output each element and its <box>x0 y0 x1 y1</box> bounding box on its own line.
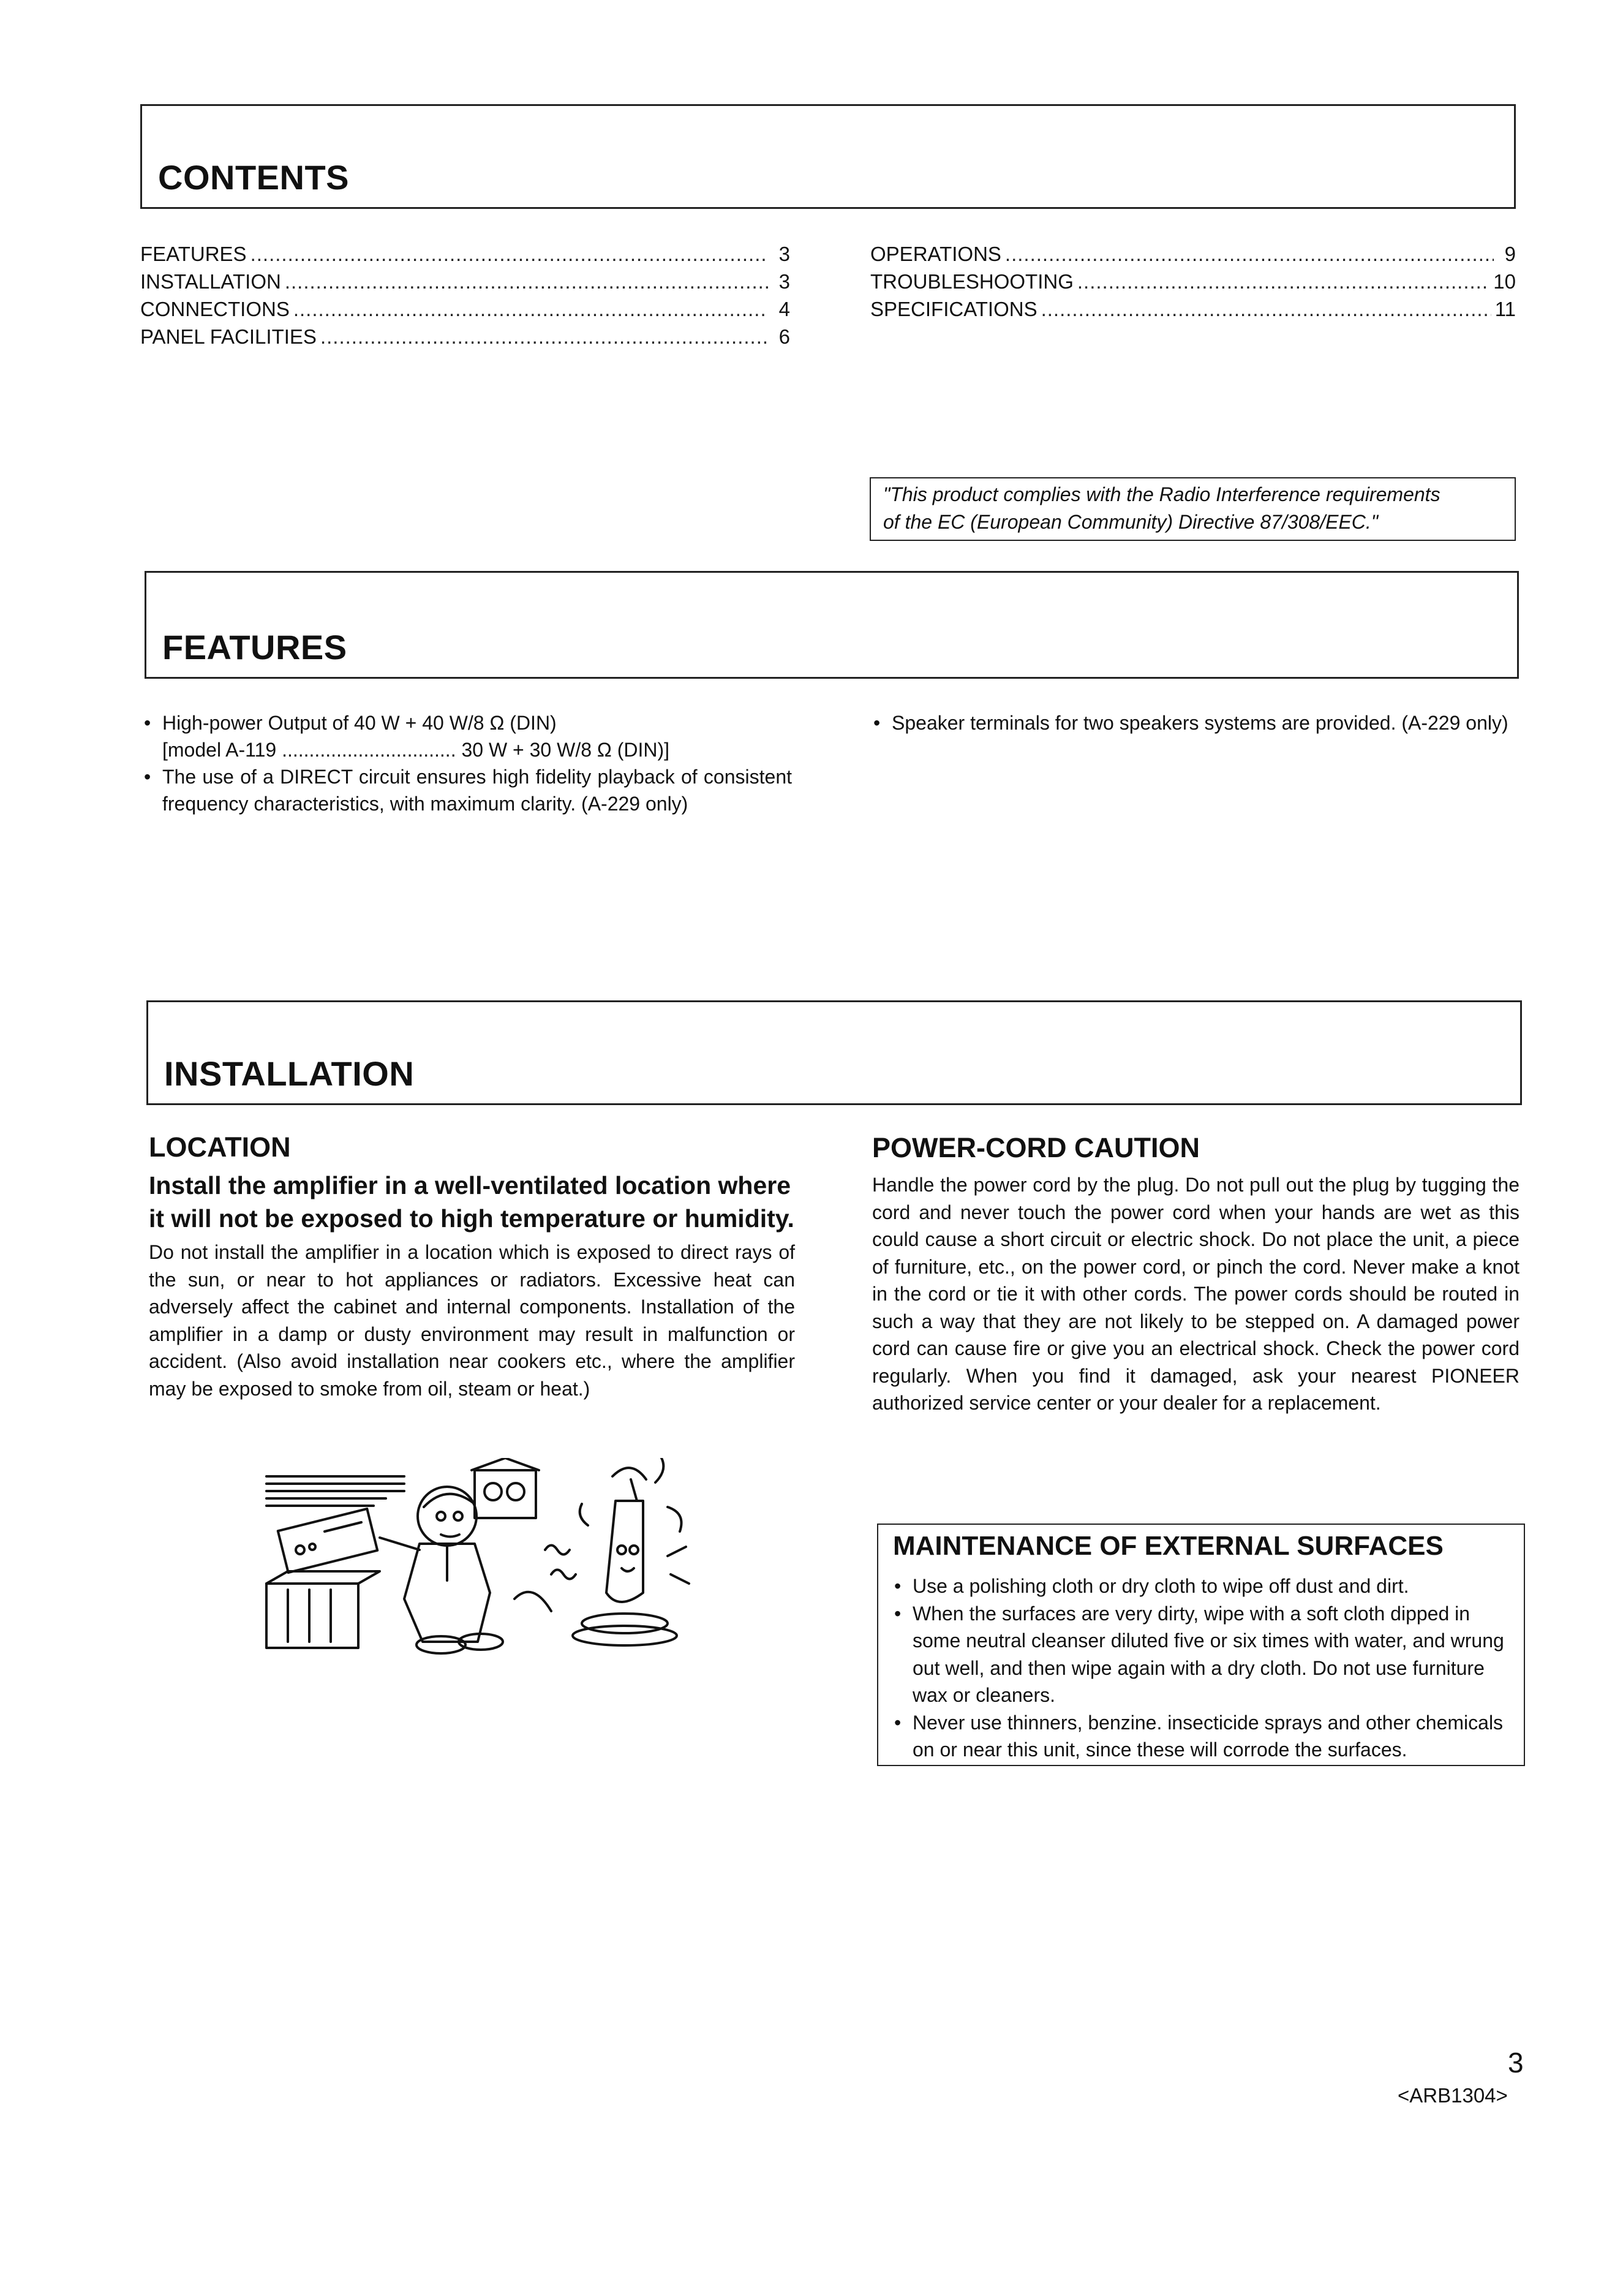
toc-entry[interactable] <box>140 268 790 295</box>
installation-illustration <box>263 1458 692 1660</box>
overheating-amplifier-icon <box>263 1458 692 1660</box>
toc-page: 9 <box>1504 243 1516 265</box>
contents-header-box <box>140 104 1516 209</box>
power-cord-heading: POWER-CORD CAUTION <box>872 1132 1200 1163</box>
installation-title: INSTALLATION <box>164 1054 415 1093</box>
toc-page: 11 <box>1494 298 1516 320</box>
toc-page: 6 <box>778 325 790 348</box>
maintenance-list <box>892 1573 1510 1764</box>
maintenance-box <box>877 1524 1525 1766</box>
page-number: 3 <box>1508 2047 1524 2079</box>
toc-entry[interactable] <box>870 268 1516 295</box>
toc-page: 3 <box>778 243 790 265</box>
contents-title: CONTENTS <box>158 158 349 197</box>
toc-label: PANEL FACILITIES <box>140 325 317 348</box>
maintenance-item: • When the surfaces are very dirty, wipe with a soft cloth dipped in some neutral cleanser diluted five or six times with water, and wrung out well, and then wipe again with a dry cloth. Do not use furniture wax or cleaners. <box>892 1600 1510 1709</box>
toc-page: 10 <box>1493 270 1516 293</box>
location-heading: LOCATION <box>149 1131 291 1163</box>
maintenance-heading: MAINTENANCE OF EXTERNAL SURFACES <box>893 1531 1444 1561</box>
compliance-line-1: "This product complies with the Radio Interference requirements <box>883 483 1440 505</box>
maintenance-item: • Never use thinners, benzine. insecticide sprays and other chemicals on or near this unit, since these will corrode the surfaces. <box>892 1709 1510 1764</box>
installation-header-box <box>146 1000 1522 1105</box>
features-title: FEATURES <box>162 628 347 667</box>
toc-page: 4 <box>778 298 790 320</box>
toc-label: SPECIFICATIONS <box>870 298 1037 320</box>
toc-label: TROUBLESHOOTING <box>870 270 1074 293</box>
toc-entry[interactable] <box>140 240 790 268</box>
location-body: Do not install the amplifier in a location which is exposed to direct rays of the sun, or near to hot appliances or radiators. Excessive heat can adversely affect the cabinet and internal components. Installation of the amplifier in a damp or dusty environment may result in malfunction or accident. (Also avoid installation near cookers etc., where the amplifier may be exposed to smoke from oil, steam or heat.) <box>149 1241 795 1400</box>
contents-left-column <box>140 240 790 350</box>
features-header-box <box>145 571 1519 679</box>
features-right-list <box>870 709 1519 736</box>
feature-item: • The use of a DIRECT circuit ensures high fidelity playback of consistent frequency characteristics, with maximum clarity. (A-229 only) <box>140 763 792 817</box>
feature-item-continuation: [model A-119 ................................ 30 W + 30 W/8 Ω (DIN)] <box>162 739 670 761</box>
contents-right-column <box>870 240 1516 323</box>
power-cord-body: Handle the power cord by the plug. Do not pull out the plug by tugging the cord and never touch the power cord when your hands are wet as this could cause a short circuit or electric shock. Do not place the unit, a piece of furniture, etc., on the power cord, or pinch the cord. Never make a knot in the cord or tie it with other cords. The power cords should be routed in such a way that they are not likely to be stepped on. A damaged power cord can cause fire or give you an electrical shock. Check the power cord regularly. When you find it damaged, ask your nearest PIONEER authorized service center or your dealer for a replacement. <box>872 1174 1519 1414</box>
feature-item: • Speaker terminals for two speakers systems are provided. (A-229 only) <box>870 709 1519 736</box>
features-left-list <box>140 709 792 817</box>
toc-label: OPERATIONS <box>870 243 1001 265</box>
compliance-line-2: of the EC (European Community) Directive 87/308/EEC." <box>883 511 1379 533</box>
toc-entry[interactable] <box>140 323 790 350</box>
toc-label: CONNECTIONS <box>140 298 290 320</box>
toc-page: 3 <box>778 270 790 293</box>
toc-label: INSTALLATION <box>140 270 281 293</box>
feature-item: • High-power Output of 40 W + 40 W/8 Ω (DIN) <box>140 709 792 736</box>
document-code: <ARB1304> <box>1398 2084 1508 2107</box>
toc-entry[interactable] <box>870 240 1516 268</box>
location-lead: Install the amplifier in a well-ventilated location where it will not be exposed to high temperature or humidity. <box>149 1171 794 1233</box>
toc-entry[interactable] <box>140 295 790 323</box>
ec-compliance-note <box>870 477 1516 541</box>
toc-entry[interactable] <box>870 295 1516 323</box>
toc-label: FEATURES <box>140 243 247 265</box>
maintenance-item: • Use a polishing cloth or dry cloth to wipe off dust and dirt. <box>892 1573 1510 1600</box>
